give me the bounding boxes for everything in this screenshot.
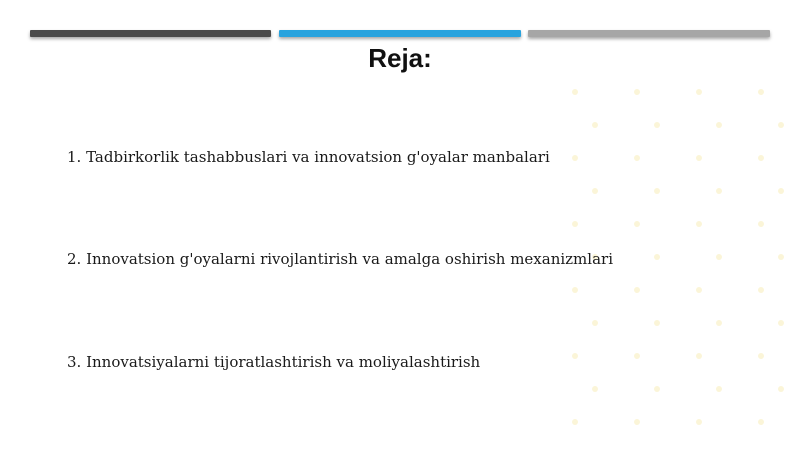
slide-title: Reja: [368, 43, 432, 73]
decorative-dot [696, 287, 702, 293]
header-bar-gray [528, 30, 770, 37]
decorative-dot [696, 89, 702, 95]
decorative-dot [634, 221, 640, 227]
decorative-dot [696, 353, 702, 359]
decorative-dot [572, 287, 578, 293]
decorative-dot [696, 221, 702, 227]
decorative-dot [572, 89, 578, 95]
decorative-dot [592, 320, 598, 326]
header-bar-blue [279, 30, 521, 37]
decorative-dot [716, 122, 722, 128]
plan-item-2: 2. Innovatsion g'oyalarni rivojlantirish va amalga oshirish mexanizmlari [67, 250, 613, 268]
decorative-dot [758, 353, 764, 359]
decorative-dot [654, 254, 660, 260]
plan-item-1: 1. Tadbirkorlik tashabbuslari va innovatsion g'oyalar manbalari [67, 148, 550, 166]
decorative-dot [696, 419, 702, 425]
decorative-dot [572, 155, 578, 161]
decorative-dot [716, 188, 722, 194]
decorative-dot [758, 89, 764, 95]
decorative-dot [758, 287, 764, 293]
decorative-dot [634, 287, 640, 293]
decorative-dot [778, 122, 784, 128]
decorative-dot [634, 353, 640, 359]
decorative-dot [778, 188, 784, 194]
decorative-dot [634, 155, 640, 161]
header-bar-dark [30, 30, 271, 37]
decorative-dot [654, 386, 660, 392]
decorative-dot [778, 386, 784, 392]
decorative-dot [778, 320, 784, 326]
decorative-dot [716, 254, 722, 260]
decorative-dot [716, 386, 722, 392]
decorative-dot [654, 122, 660, 128]
decorative-dot [592, 386, 598, 392]
decorative-dot [572, 419, 578, 425]
decorative-dot [634, 419, 640, 425]
decorative-dot [716, 320, 722, 326]
decorative-dot [572, 221, 578, 227]
decorative-dot [634, 89, 640, 95]
decorative-dot [654, 320, 660, 326]
decorative-dot [592, 188, 598, 194]
decorative-dot [696, 155, 702, 161]
decorative-dot [654, 188, 660, 194]
decorative-dot [758, 155, 764, 161]
decorative-dot [778, 254, 784, 260]
decorative-dot [758, 419, 764, 425]
decorative-dot [572, 353, 578, 359]
decorative-dot [758, 221, 764, 227]
decorative-dot [592, 122, 598, 128]
plan-item-3: 3. Innovatsiyalarni tijoratlashtirish va moliyalashtirish [67, 353, 481, 371]
